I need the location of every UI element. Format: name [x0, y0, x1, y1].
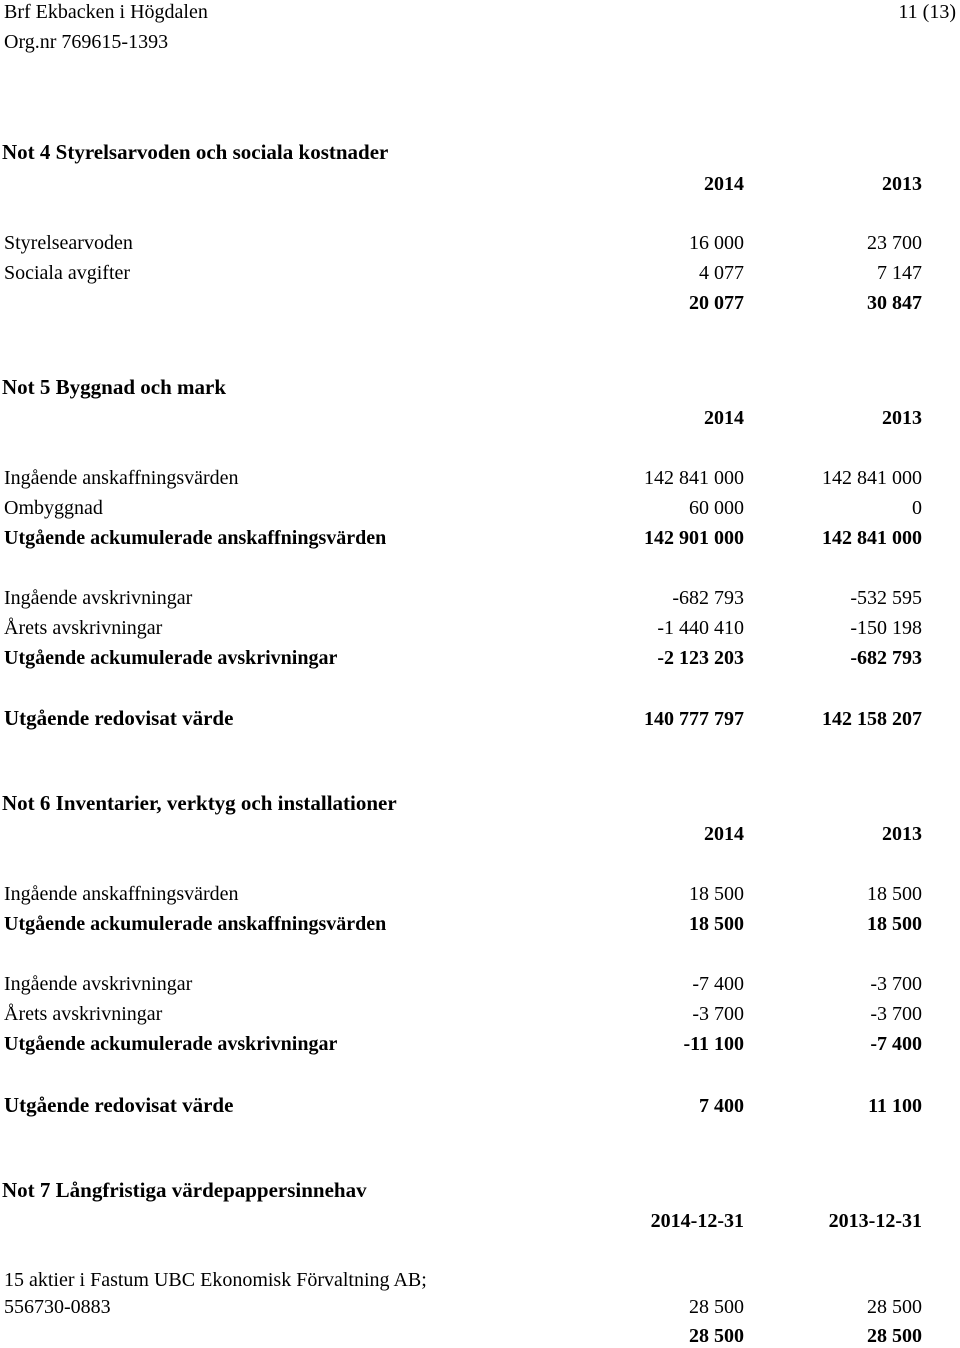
note-6-row-label: Årets avskrivningar [4, 1003, 163, 1025]
note-4-row-value-2013: 7 147 [877, 262, 922, 284]
note-6-row-value-2014: 18 500 [689, 913, 744, 935]
note-4-row-label: Styrelsearvoden [4, 232, 133, 254]
note-5-row-label: Ombyggnad [4, 497, 103, 519]
note-6-row-label: Utgående redovisat värde [4, 1093, 234, 1117]
note-4-row-value-2013: 23 700 [867, 232, 922, 254]
note-5-row-value-2014: 60 000 [689, 497, 744, 519]
note-7-row-label-line1: 15 aktier i Fastum UBC Ekonomisk Förvaltning AB; [4, 1269, 427, 1291]
note-4-title: Not 4 Styrelsarvoden och sociala kostnader [2, 140, 389, 164]
note-6-row-label: Utgående ackumulerade avskrivningar [4, 1033, 338, 1055]
note-6-col-2014: 2014 [704, 823, 744, 845]
note-4-row-value-2014: 4 077 [699, 262, 744, 284]
note-6-row-value-2013: -3 700 [870, 973, 922, 995]
note-6-row-value-2014: -11 100 [683, 1033, 744, 1055]
note-7-total-2014: 28 500 [689, 1325, 744, 1347]
note-6-row-value-2014: 18 500 [689, 883, 744, 905]
note-5-row-value-2014: 140 777 797 [644, 708, 744, 730]
note-6-row-label: Ingående anskaffningsvärden [4, 883, 239, 905]
note-6-row-value-2013: -7 400 [870, 1033, 922, 1055]
note-5-row-value-2013: -532 595 [850, 587, 922, 609]
note-5-title: Not 5 Byggnad och mark [2, 375, 227, 399]
organization-name: Brf Ekbacken i Högdalen [4, 1, 208, 23]
note-7-total-2013: 28 500 [867, 1325, 922, 1347]
note-5-row-value-2014: -1 440 410 [657, 617, 744, 639]
note-6-row-value-2014: -3 700 [692, 1003, 744, 1025]
note-6-row-value-2013: 11 100 [868, 1095, 922, 1117]
note-5-row-label: Utgående redovisat värde [4, 706, 234, 730]
note-4-row-label: Sociala avgifter [4, 262, 131, 284]
page-number: 11 (13) [898, 1, 956, 23]
note-5-col-2014: 2014 [704, 407, 744, 429]
note-6-row-label: Utgående ackumulerade anskaffningsvärden [4, 913, 387, 935]
organization-number: Org.nr 769615-1393 [4, 31, 169, 53]
note-7-row-label-line2: 556730-0883 [4, 1296, 111, 1318]
note-6-row-value-2013: -3 700 [870, 1003, 922, 1025]
note-5-row-value-2013: 142 841 000 [822, 467, 922, 489]
note-7-title: Not 7 Långfristiga värdepappersinnehav [2, 1178, 367, 1202]
note-4-total-2013: 30 847 [867, 292, 922, 314]
note-6-row-value-2014: -7 400 [692, 973, 744, 995]
note-6-col-2013: 2013 [882, 823, 922, 845]
note-5-row-label: Ingående avskrivningar [4, 587, 193, 609]
note-6-row-label: Ingående avskrivningar [4, 973, 193, 995]
note-6-row-value-2013: 18 500 [867, 913, 922, 935]
note-5-row-value-2013: 142 841 000 [822, 527, 922, 549]
note-5-row-value-2013: 0 [912, 497, 922, 519]
note-5-row-label: Utgående ackumulerade avskrivningar [4, 647, 338, 669]
note-7-row-value-2014: 28 500 [689, 1296, 744, 1318]
note-5-row-label: Årets avskrivningar [4, 617, 163, 639]
note-5-row-value-2013: 142 158 207 [822, 708, 922, 730]
note-5-row-value-2014: -2 123 203 [657, 647, 744, 669]
note-4-col-2014: 2014 [704, 173, 744, 195]
note-6-title: Not 6 Inventarier, verktyg och installationer [2, 791, 397, 815]
note-7-col-2013: 2013-12-31 [828, 1210, 922, 1232]
note-7-col-2014: 2014-12-31 [650, 1210, 744, 1232]
note-4-col-2013: 2013 [882, 173, 922, 195]
note-4-total-2014: 20 077 [689, 292, 744, 314]
note-5-row-label: Utgående ackumulerade anskaffningsvärden [4, 527, 387, 549]
note-4-row-value-2014: 16 000 [689, 232, 744, 254]
note-7-row-value-2013: 28 500 [867, 1296, 922, 1318]
note-5-row-value-2013: -150 198 [850, 617, 922, 639]
note-6-row-value-2013: 18 500 [867, 883, 922, 905]
note-5-row-value-2013: -682 793 [850, 647, 922, 669]
note-5-row-value-2014: -682 793 [672, 587, 744, 609]
note-5-row-value-2014: 142 901 000 [644, 527, 744, 549]
note-5-col-2013: 2013 [882, 407, 922, 429]
note-6-row-value-2014: 7 400 [699, 1095, 744, 1117]
note-5-row-label: Ingående anskaffningsvärden [4, 467, 239, 489]
note-5-row-value-2014: 142 841 000 [644, 467, 744, 489]
